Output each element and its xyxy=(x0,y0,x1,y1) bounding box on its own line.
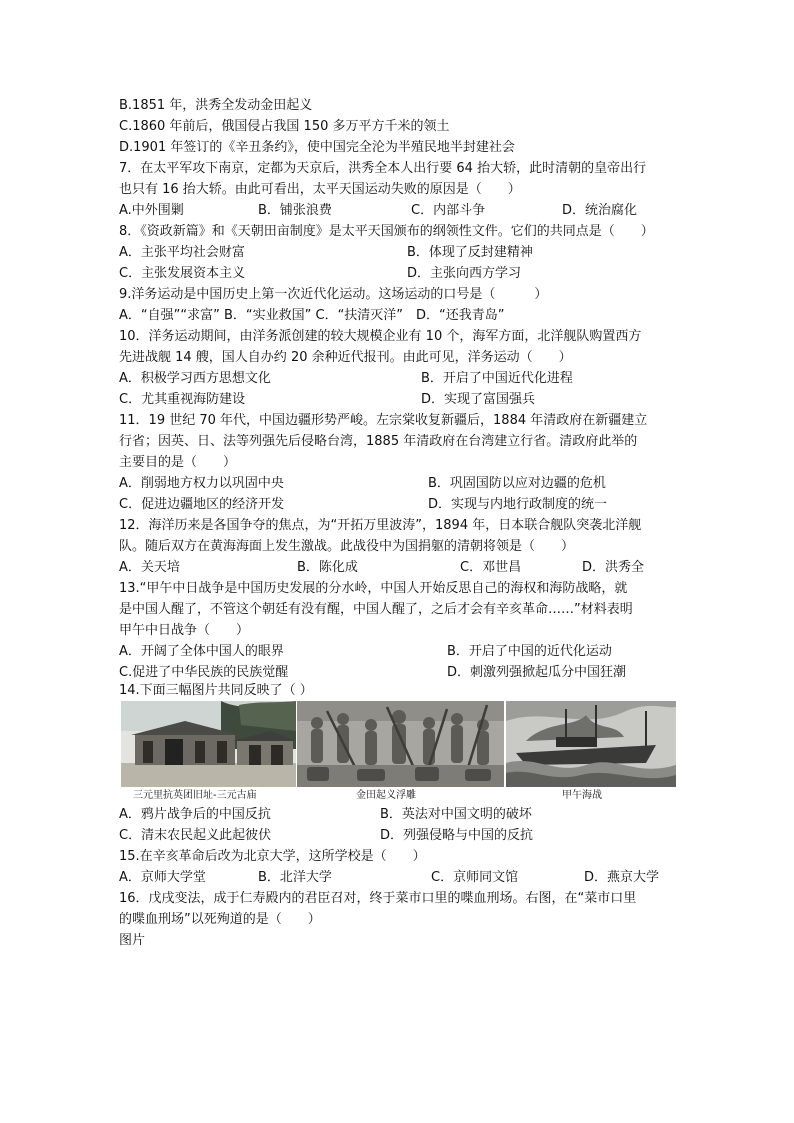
q12-stem-line2: 队。随后双方在黄海海面上发生激战。此战役中为国捐躯的清朝将领是（ ） xyxy=(119,539,575,554)
q16-stem-line2: 的喋血刑场”以死殉道的是（ ） xyxy=(119,912,321,927)
q10-option-b: B．开启了中国近代化进程 xyxy=(421,371,573,386)
q11-option-b: B．巩固国防以应对边疆的危机 xyxy=(428,476,606,491)
q12-option-b: B．陈化成 xyxy=(297,560,358,575)
q11-stem-line1: 11．19 世纪 70 年代，中国边疆形势严峻。左宗棠收复新疆后，1884 年清政府在新疆建立 xyxy=(119,413,648,428)
q8-option-a: A．主张平均社会财富 xyxy=(119,245,245,260)
q13-option-a: A．开阔了全体中国人的眼界 xyxy=(119,644,284,659)
q14-option-c: C．清末农民起义此起彼伏 xyxy=(119,828,272,843)
q7-stem-line1: 7．在太平军攻下南京，定都为天京后，洪秀全本人出行要 64 抬大轿，此时清朝的皇帝出行 xyxy=(119,161,647,176)
q13-stem-line3: 甲午中日战争（ ） xyxy=(119,623,250,638)
q8-option-c: C．主张发展资本主义 xyxy=(119,266,246,281)
q9-stem: 9.洋务运动是中国历史上第一次近代化运动。这场运动的口号是（ ） xyxy=(119,287,548,302)
q13-option-d: D．刺激列强掀起瓜分中国狂潮 xyxy=(447,665,627,680)
q14-stem: 14.下面三幅图片共同反映了（ ） xyxy=(119,683,313,698)
q7-option-d: D．统治腐化 xyxy=(562,203,638,218)
q10-option-c: C．尤其重视海防建设 xyxy=(119,392,246,407)
q6-option-b: B.1851 年，洪秀全发动金田起义 xyxy=(119,98,313,113)
q13-stem-line2: 是中国人醒了，不管这个朝廷有没有醒，中国人醒了，之后才会有辛亥革命……”材料表明 xyxy=(119,602,633,617)
q16-image-placeholder: 图片 xyxy=(119,933,146,948)
q6-option-d: D.1901 年签订的《辛丑条约》，使中国完全沦为半殖民地半封建社会 xyxy=(119,140,515,155)
q10-option-a: A．积极学习西方思想文化 xyxy=(119,371,271,386)
q6-option-c: C.1860 年前后，俄国侵占我国 150 多万平方千米的领土 xyxy=(119,119,450,134)
q15-stem: 15.在辛亥革命后改为北京大学，这所学校是（ ） xyxy=(119,849,426,864)
q10-stem-line1: 10．洋务运动期间，由洋务派创建的较大规模企业有 10 个，海军方面，北洋舰队购置西方 xyxy=(119,329,642,344)
q12-stem-line1: 12．海洋历来是各国争夺的焦点，为“开拓万里波涛”，1894 年，日本联合舰队突袭北洋舰 xyxy=(119,518,642,533)
q13-option-c: C.促进了中华民族的民族觉醒 xyxy=(119,665,289,680)
q11-stem-line3: 主要目的是（ ） xyxy=(119,455,237,470)
q9-options: A．“自强”“求富” B．“实业救国” C．“扶清灭洋” D．“还我青岛” xyxy=(119,308,505,323)
relief-photo xyxy=(297,701,504,787)
q7-stem-line2: 也只有 16 抬大轿。由此可看出，太平天国运动失败的原因是（ ） xyxy=(119,182,521,197)
q8-option-d: D．主张向西方学习 xyxy=(407,266,522,281)
q13-option-b: B．开启了中国的近代化运动 xyxy=(447,644,612,659)
q11-option-d: D．实现与内地行政制度的统一 xyxy=(428,497,608,512)
q12-option-d: D．洪秀全 xyxy=(582,560,645,575)
temple-caption: 三元里抗英团旧址-三元古庙 xyxy=(133,790,257,801)
q8-option-b: B．体现了反封建精神 xyxy=(407,245,533,260)
q10-stem-line2: 先进战舰 14 艘，国人自办约 20 余种近代报刊。由此可见，洋务运动（ ） xyxy=(119,350,572,365)
q15-option-b: B．北洋大学 xyxy=(258,870,332,885)
q10-option-d: D．实现了富国强兵 xyxy=(421,392,536,407)
q12-option-c: C．邓世昌 xyxy=(460,560,522,575)
q11-option-c: C．促进边疆地区的经济开发 xyxy=(119,497,285,512)
relief-caption: 金田起义浮雕 xyxy=(356,790,416,801)
q14-option-d: D．列强侵略与中国的反抗 xyxy=(380,828,534,843)
q8-stem: 8．《资政新篇》和《天朝田亩制度》是太平天国颁布的纲领性文件。它们的共同点是（ ） xyxy=(119,224,654,239)
temple-photo xyxy=(121,701,296,787)
q13-stem-line1: 13.“甲午中日战争是中国历史发展的分水岭，中国人开始反思自己的海权和海防战略，就 xyxy=(119,581,628,596)
q14-option-a: A．鸦片战争后的中国反抗 xyxy=(119,807,271,822)
q14-option-b: B．英法对中国文明的破坏 xyxy=(380,807,532,822)
naval-battle-photo xyxy=(506,701,676,787)
naval-battle-caption: 甲午海战 xyxy=(562,790,602,801)
q15-option-d: D．燕京大学 xyxy=(584,870,660,885)
q7-option-a: A.中外围剿 xyxy=(119,203,184,218)
q11-stem-line2: 行省；因英、日、法等列强先后侵略台湾，1885 年清政府在台湾建立行省。清政府此举的 xyxy=(119,434,638,449)
q15-option-a: A．京师大学堂 xyxy=(119,870,206,885)
q7-option-b: B．铺张浪费 xyxy=(258,203,332,218)
q12-option-a: A．关天培 xyxy=(119,560,180,575)
q16-stem-line1: 16．戊戌变法，成于仁寿殿内的君臣召对，终于菜市口里的喋血刑场。右图，在“菜市口里 xyxy=(119,891,637,906)
q7-option-c: C．内部斗争 xyxy=(411,203,486,218)
q15-option-c: C．京师同文馆 xyxy=(431,870,519,885)
q11-option-a: A．削弱地方权力以巩固中央 xyxy=(119,476,284,491)
